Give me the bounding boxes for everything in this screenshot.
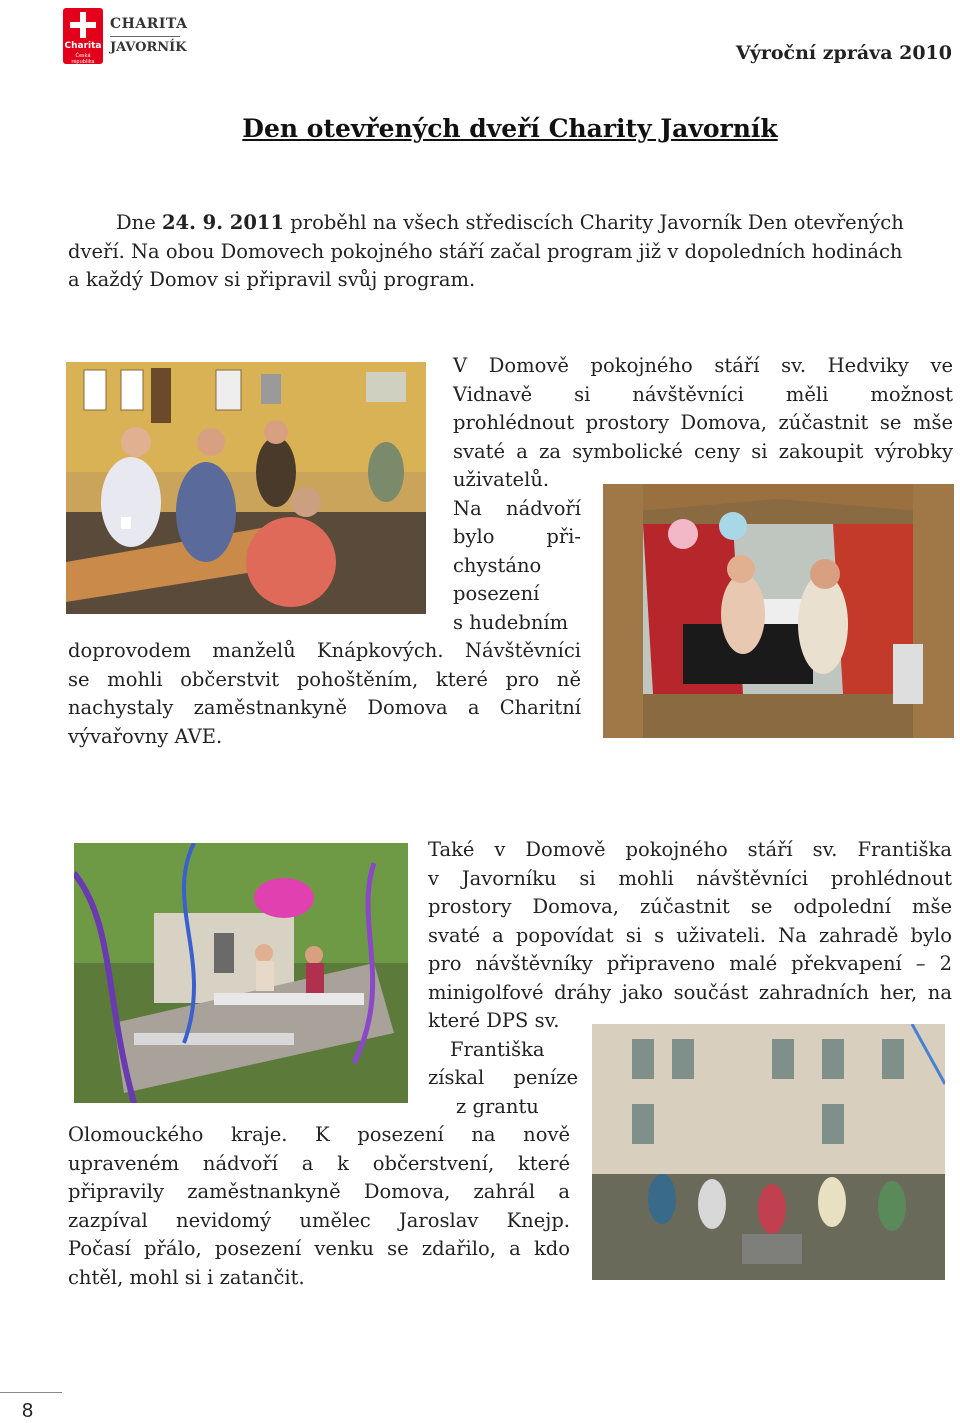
section2-line: které DPS sv. [428,1009,560,1032]
section1-line: prohlédnout prostory Domova, zúčastnit se mše [453,411,953,434]
section2-line: připravily zaměstnankyně Domova, zahrál a [68,1180,570,1203]
section1-line: svaté a za symbolické ceny si zakoupit výrobky [453,440,953,463]
logo-divider [110,36,180,37]
section1-line: chystáno [453,554,542,577]
photo-courtyard-visitors [592,1024,945,1280]
logo-word: Charita [64,41,102,51]
section1-line: bylo při- [453,525,581,548]
section1-line: uživatelů. [453,468,550,491]
section2-line: získal peníze [428,1066,578,1089]
section2-line: minigolfové dráhy jako součást zahradních her, na [428,981,952,1004]
footer-rule [0,1392,62,1393]
intro-line2: dveří. Na obou Domovech pokojného stáří začal program již v dopoledních hodinách [68,239,903,263]
intro-line1: proběhl na všech střediscích Charity Javorník Den otevřených [284,211,904,234]
section2-line: Počasí přálo, posezení venku se zdařilo, a kdo [68,1237,570,1260]
photo-vidnava-courtyard [66,362,426,614]
section2-line: Olomouckého kraje. K posezení na nově [68,1123,570,1146]
section1-line: Na nádvoří [453,497,581,520]
section1-line: vývařovny AVE. [68,725,223,748]
intro-date: 24. 9. 2011 [161,211,285,234]
report-title: Výroční zpráva 2010 [735,42,952,64]
section2-line: v Javorníku si mohli návštěvníci prohlédnout [428,867,952,890]
section1-line: V Domově pokojného stáří sv. Hedviky ve [453,354,953,377]
section2-line: Františka [450,1038,545,1061]
section2-line: upraveném nádvoří a k občerstvení, které [68,1152,570,1175]
logo-text-javornik: JAVORNÍK [110,40,187,55]
section2-line: zazpíval nevidomý umělec Jaroslav Knejp. [68,1209,570,1232]
section2-line: Také v Domově pokojného stáří sv. Františka [428,838,952,861]
photo-garden-party [74,843,408,1103]
section1-line: s hudebním [453,611,569,634]
charita-logo-box [63,8,103,64]
logo-text-charita: CHARITA [110,16,188,32]
section1-line: Vidnavě si návštěvníci měli možnost [453,383,953,406]
section2-line: svaté a popovídat si s uživateli. Na zahradě bylo [428,924,952,947]
intro-paragraph [68,209,958,295]
section1-line: nachystaly zaměstnankyně Domova a Charitní [68,696,581,719]
section1-line: se mohli občerstvit pohoštěním, které pro ně [68,668,581,691]
section2-line: chtěl, mohl si i zatančit. [68,1266,305,1289]
charita-logo [63,8,243,66]
section2-line: prostory Domova, zúčastnit se odpolední mše [428,895,952,918]
section1-line: posezení [453,582,540,605]
section2-line: pro návštěvníky připraveno malé překvapení – 2 [428,952,952,975]
page-number: 8 [22,1400,34,1422]
page-title: Den otevřených dveří Charity Javorník [242,114,778,143]
intro-line3: a každý Domov si připravil svůj program. [68,268,476,292]
logo-subtitle: Česká republika [71,53,95,65]
section2-line: z grantu [456,1095,539,1118]
cross-icon [70,12,96,38]
photo-musicians [603,484,954,738]
section1-line: doprovodem manželů Knápkových. Návštěvníci [68,639,581,662]
intro-lead: Dne [116,211,162,234]
